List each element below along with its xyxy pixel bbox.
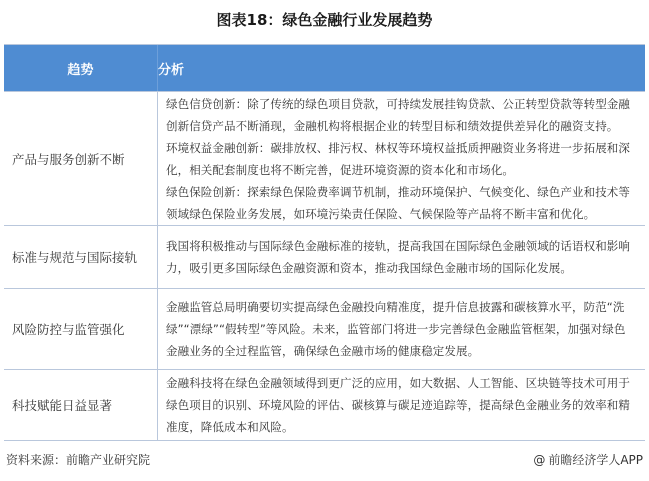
chart-title: 图表18：绿色金融行业发展趋势 (216, 11, 433, 29)
at-icon: @ (533, 453, 546, 467)
table-row (4, 92, 645, 226)
trend-cell (4, 92, 158, 225)
analysis-paragraph: 金融监管总局明确要切实提高绿色金融投向精准度，提升信息披露和碳核算水平，防范“洗绿”“漂绿”“假转型”等风险。未来，监管部门将进一步完善绿色金融监管框架，加强对绿色金融业务的全过程监管，确保绿色金融市场的健康稳定发展。 (166, 300, 626, 358)
analysis-cell (158, 370, 645, 440)
analysis-cell (158, 289, 645, 369)
table-row (4, 370, 645, 441)
analysis-paragraph: 绿色信贷创新：除了传统的绿色项目贷款，可持续发展挂钩贷款、公正转型贷款等转型金融创新信贷产品不断涌现，金融机构将根据企业的转型目标和绩效提供差异化的融资支持。 (166, 96, 630, 133)
analysis-paragraph: 金融科技将在绿色金融领域得到更广泛的应用，如大数据、人工智能、区块链等技术可用于绿色项目的识别、环境风险的评估、碳核算与碳足迹追踪等，提高绿色金融业务的效率和精准度，降低成本和风险。 (166, 376, 630, 434)
trend-cell (4, 226, 158, 288)
source-note: 资料来源：前瞻产业研究院 (6, 453, 151, 467)
analysis-paragraph: 环境权益金融创新：碳排放权、排污权、林权等环境权益抵质押融资业务将进一步拓展和深化，相关配套制度也将不断完善，促进环境资源的资本化和市场化。 (166, 140, 630, 177)
trend-label: 风险防控与监管强化 (12, 322, 125, 337)
analysis-cell (158, 226, 645, 288)
analysis-paragraph: 绿色保险创新：探索绿色保险费率调节机制，推动环境保护、气候变化、绿色产业和技术等领域绿色保险业务发展，如环境污染责任保险、气候保险等产品将不断丰富和优化。 (166, 184, 630, 221)
header-analysis-label: 分析 (158, 62, 185, 78)
brand-name: 前瞻经济学人APP (548, 453, 643, 467)
trend-label: 科技赋能日益显著 (12, 398, 113, 413)
header-trend-cell (4, 45, 158, 91)
trend-table (4, 44, 645, 440)
header-trend-label: 趋势 (67, 62, 94, 78)
trend-cell (4, 370, 158, 440)
table-row (4, 226, 645, 289)
trend-label: 产品与服务创新不断 (12, 151, 125, 167)
header-analysis-cell (158, 45, 645, 91)
trend-cell (4, 289, 158, 369)
table-row (4, 289, 645, 370)
analysis-cell (158, 92, 645, 225)
brand-credit (533, 450, 643, 470)
trend-label: 标准与规范与国际接轨 (12, 250, 138, 265)
analysis-paragraph: 我国将积极推动与国际绿色金融标准的接轨，提高我国在国际绿色金融领域的话语权和影响力，吸引更多国际绿色金融资源和资本，推动我国绿色金融市场的国际化发展。 (166, 239, 630, 275)
table-header-row (4, 45, 645, 92)
